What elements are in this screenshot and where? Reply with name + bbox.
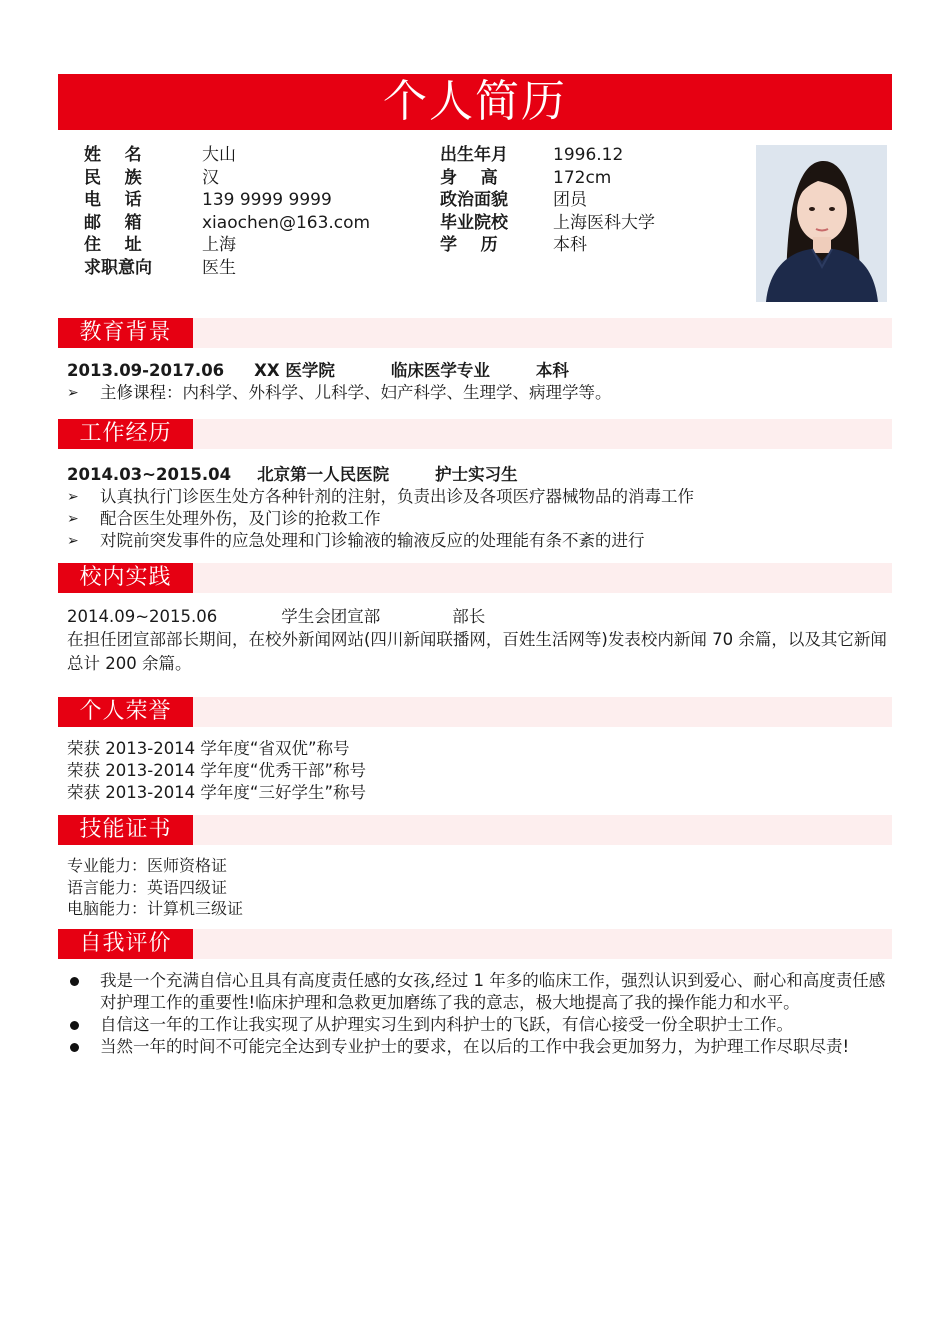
skills-content	[67, 855, 887, 920]
work-summary	[67, 464, 887, 486]
arrow-bullet-icon: ➢	[67, 533, 79, 549]
self-evaluation-text: 自信这一年的工作让我实现了从护理实习生到内科护士的飞跃，有信心接受一份全职护士工作。	[100, 1015, 793, 1034]
info-row-phone	[84, 189, 370, 212]
dot-bullet-icon	[67, 1036, 100, 1058]
education-courses: 主修课程：内科学、外科学、儿科学、妇产科学、生理学、病理学等。	[100, 383, 612, 402]
list-item	[67, 382, 887, 404]
work-duty: 对院前突发事件的应急处理和门诊输液的输液反应的处理能有条不紊的进行	[100, 531, 645, 550]
info-value: 上海医科大学	[553, 212, 655, 233]
info-label: 民 族	[84, 167, 142, 188]
info-label: 住 址	[84, 235, 142, 255]
list-item	[67, 970, 887, 1014]
list-item	[67, 1036, 887, 1058]
dot-bullet-icon	[67, 1014, 100, 1036]
info-row-height	[440, 167, 655, 190]
arrow-bullet-icon: ➢	[67, 385, 79, 401]
campus-role: 部长	[452, 607, 486, 626]
education-content	[67, 360, 887, 404]
honors-content	[67, 738, 887, 804]
info-label: 姓 名	[84, 145, 142, 165]
arrow-bullet-icon: ➢	[67, 489, 79, 505]
info-value: 团员	[553, 190, 587, 210]
info-value: 大山	[202, 145, 236, 165]
list-item	[67, 530, 887, 552]
info-label: 政治面貌	[440, 190, 508, 210]
info-row-ethnicity	[84, 167, 370, 190]
info-value: 本科	[553, 235, 587, 255]
education-degree: 本科	[535, 361, 569, 380]
section-education	[58, 318, 892, 348]
work-duty: 认真执行门诊医生处方各种针剂的注射，负责出诊及各项医疗器械物品的消毒工作	[100, 487, 694, 506]
info-label: 学 历	[440, 235, 498, 255]
profile-photo	[756, 145, 887, 302]
info-value: 1996.12	[553, 145, 624, 165]
info-value: 汉	[202, 167, 219, 188]
section-self-evaluation	[58, 929, 892, 959]
list-item	[67, 486, 887, 508]
info-value: 医生	[202, 257, 236, 278]
campus-summary	[67, 606, 887, 628]
basic-info-left	[84, 144, 370, 279]
self-evaluation-text: 当然一年的时间不可能完全达到专业护士的要求，在以后的工作中我会更加努力，为护理工作尽职尽责!	[100, 1037, 850, 1056]
section-title: 校内实践	[58, 563, 193, 593]
basic-info-right	[440, 144, 655, 257]
work-org: 北京第一人民医院	[257, 465, 390, 484]
page-title: 个人简历	[58, 74, 892, 130]
arrow-bullet-icon: ➢	[67, 511, 79, 527]
section-work	[58, 419, 892, 449]
section-title: 自我评价	[58, 929, 193, 959]
list-item: 语言能力：英语四级证	[67, 877, 228, 897]
info-label: 身 高	[440, 167, 498, 188]
work-duty: 配合医生处理外伤，及门诊的抢救工作	[100, 509, 381, 528]
section-honors	[58, 697, 892, 727]
info-row-name	[84, 144, 370, 167]
list-item: 荣获 2013-2014 学年度“省双优”称号	[67, 739, 350, 758]
info-label: 电 话	[84, 190, 142, 210]
list-item: 专业能力：医师资格证	[67, 856, 228, 875]
education-school: XX 医学院	[254, 361, 335, 380]
section-skills	[58, 815, 892, 845]
info-label: 毕业院校	[440, 212, 508, 233]
dot-bullet-icon	[67, 970, 100, 1014]
campus-org: 学生会团宣部	[281, 607, 381, 626]
section-campus	[58, 563, 892, 593]
education-summary	[67, 360, 887, 382]
info-label: 求职意向	[84, 257, 152, 278]
info-row-address	[84, 234, 370, 257]
portrait-illustration	[756, 145, 887, 302]
work-period: 2014.03~2015.04	[67, 465, 232, 484]
info-row-objective	[84, 257, 370, 280]
info-value: 172cm	[553, 167, 612, 188]
info-value: 上海	[202, 235, 236, 255]
campus-description: 在担任团宣部部长期间，在校外新闻网站(四川新闻联播网，百姓生活网等)发表校内新闻 70 余篇，以及其它新闻总计 200 余篇。	[67, 630, 887, 673]
campus-content	[67, 606, 887, 676]
list-item	[67, 1014, 887, 1036]
info-row-birth	[440, 144, 655, 167]
education-period: 2013.09-2017.06	[67, 361, 225, 380]
education-major: 临床医学专业	[390, 361, 490, 380]
info-row-degree	[440, 234, 655, 257]
list-item: 荣获 2013-2014 学年度“三好学生”称号	[67, 783, 367, 802]
campus-period: 2014.09~2015.06	[67, 607, 218, 626]
list-item	[67, 508, 887, 530]
info-label: 出生年月	[440, 145, 508, 165]
info-row-political	[440, 189, 655, 212]
info-value: xiaochen@163.com	[202, 212, 371, 233]
section-title: 个人荣誉	[58, 697, 193, 727]
list-item: 荣获 2013-2014 学年度“优秀干部”称号	[67, 761, 367, 780]
section-title: 工作经历	[58, 419, 193, 449]
info-value: 139 9999 9999	[202, 190, 332, 210]
section-title: 技能证书	[58, 815, 193, 845]
work-role: 护士实习生	[435, 465, 518, 484]
self-evaluation-content	[67, 970, 887, 1058]
self-evaluation-text: 我是一个充满自信心且具有高度责任感的女孩,经过 1 年多的临床工作，强烈认识到爱心、耐心和高度责任感对护理工作的重要性!临床护理和急救更加磨练了我的意志，极大地提高了我的操作能力和水平。	[100, 971, 886, 1012]
section-title: 教育背景	[58, 318, 193, 348]
info-row-email	[84, 212, 370, 235]
work-content	[67, 464, 887, 552]
list-item: 电脑能力：计算机三级证	[67, 899, 244, 918]
info-label: 邮 箱	[84, 212, 142, 233]
info-row-school	[440, 212, 655, 235]
